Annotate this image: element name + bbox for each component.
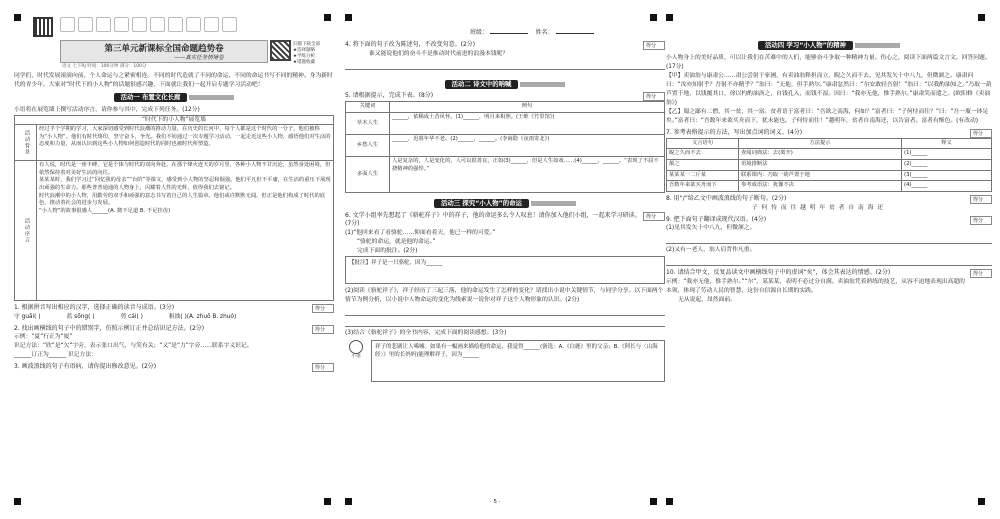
text-b: 【乙】蜀之鄙有二僧，其一贫，其一富。贫者语于富者曰：“吾欲之南海，何如？”富者曰：“子何恃而往？”曰：“吾一瓶一钵足矣。”富者曰：“吾数年来欲买舟而下，犹未能也。子何恃而往！”越明年，贫者自南海还，以告富者。富者有惭色。(有改动) [666,108,989,124]
activity-4-header [666,41,992,51]
answer-line[interactable] [666,235,992,244]
activity-4-label: 活动四 学习“小人物”的精神 [758,41,853,50]
q6-1c: 完成下面的批注。(2分) [357,248,418,255]
answer-line[interactable] [345,307,665,316]
answer-line[interactable] [345,61,665,70]
q5-cell[interactable]: ______，依稀成土昔风怀。(1)______，明月来相照。(王维《竹里馆》) [390,113,665,135]
q7-cell: 睨之久而不去 [667,149,739,160]
bg-label: 活动背景 [15,125,37,161]
name-input[interactable] [556,33,594,34]
column-right [666,38,992,505]
question-4: 得分 4. 将下面的句子改为陈述句，不改变句意。(2分) [345,41,665,50]
q7-cell: 吾数年来欲买舟而下 [667,181,739,192]
score-box[interactable]: 得分 [312,304,334,313]
preface-cell: 有人说，时代是一座丰碑，它是个体与时代的双向奔赴。在那个烽火连天的岁月里，各种小人物不甘沉沦，虽然身处困境，但依然保持着对美好生活的向往。 某某某时，我们学习过“回忆我的母亲”“台阶”等课文，感受到小人物的坚忍和倔强。他们平凡但不平庸，在生活的重压下展现出顽强的生命力。那些普普通通的人物身上，闪耀着人性的光辉，值得我们去铭记。 时代浪潮中的小人物，用勤劳的双手和顽强的意志书写着自己的人生篇章。他们或许默默无闻，但正是他们构成了时代的底色，推动着社会的进步与发展。 “小人物”的故事很感人______(A. 微不足道 B. 不足挂齿) [37,161,334,301]
q7-cell: 查阅词典法：去(离开) [739,149,902,160]
question-10: 得分 10. 请结合甲文，反复品读文中画横线句子中的虚词“矣”，体会其表达的情感。(2分) [666,269,992,278]
registration-mark [14,14,21,21]
answer-line[interactable] [666,257,992,266]
activity-2-header [345,80,665,90]
column-middle [345,38,665,505]
score-box[interactable]: 得分 [643,212,665,221]
exam-subtitle: ——真实任务情境卷 [174,55,224,62]
q7-cell[interactable]: (1)______ [902,149,992,160]
registration-mark [324,14,331,21]
answer-line[interactable] [345,318,665,327]
registration-mark [650,14,657,21]
exhibit-title: “时代下的小人物”展览墙 [14,115,334,124]
q7-cell[interactable]: (3)______ [902,170,992,181]
class-label: 班级： [470,29,489,36]
q5-cell: 多面人生 [346,157,390,193]
q7-cell[interactable]: (2)______ [902,159,992,170]
q7-header: 释义 [902,138,992,149]
q7-cell: 语境推断法 [739,159,902,170]
score-box[interactable]: 得分 [312,325,334,334]
q10-sentence: 无从说起，昂然面前。 [678,296,736,303]
class-input[interactable] [490,33,528,34]
preface-label: 活动序言 [15,161,37,301]
activity-1-label: 活动一 布置文化长廊 [114,93,188,102]
q6-2: (2)阅读《骆驼祥子》，祥子经历了三起三落，他的命运发生了怎样的变化？请找出小说中关键情节，与同学分享。以下面两个情节为例分析，以小说中人物命运的变化为线索说一说你对祥子这个人物形象的认识。(2分) [345,288,664,304]
score-box[interactable]: 得分 [643,41,665,50]
intro-paragraph: 同学们，时代发展滚滚向前，个人命运与之紧密相连。不同的时代造就了不同的命运，不同的命运书写不同的精神。身为新时代的青少年，大家对“时代下的小人物”的话题很感兴趣，下面就让我们一起开启专题学习活动吧！ [14,73,333,88]
score-box[interactable]: 得分 [970,195,992,204]
download-qr-icon[interactable] [270,40,291,61]
q5-cell[interactable]: 人是复杂的，人是变化的，人可以很善良，正如(3)______，但是人生如戏……(4)______，______。“表现了不屈不挠精神的强悍。” [390,157,665,193]
answer-boxes [60,17,237,32]
score-box[interactable]: 得分 [643,92,665,101]
exhibit-table [14,124,334,301]
q6-note-box[interactable]: 【批注】祥子是一只骆驼，因为______ [345,256,665,284]
q10-text: 示例：“我亦无他，惟手熟尔。”“尔”，某某某，表明不必过分自满。卖油翁凭着熟练的技艺，从容不迫地表现出高超的本领，体现了劳动人民的智慧，这份自信源自长期的实践。 [666,278,965,294]
question-8: 得分 8. 用“/”给乙文中画波浪线的句子断句。(2分) [666,195,992,204]
registration-mark [666,14,673,21]
exam-meta: 语文 七下RJ 时间：100分钟 满分：100分 [62,64,147,69]
registration-mark [345,14,352,21]
page-number: · 5 · [490,499,501,505]
score-box[interactable]: 得分 [970,269,992,278]
q5-header-keyword: 关键词 [346,102,390,113]
activity-1-header [14,93,334,103]
question-1: 得分 1. 根据拼音写出相应的汉字，选择正确的读音与成语。(3分) [14,304,334,313]
activity-3-header [345,199,665,209]
q5-cell: 乡愁人生 [346,135,390,157]
question-9: 得分 9. 把下面句子翻译成现代汉语。(4分) [666,216,992,225]
q7-cell: 联系课内：乃取一葫芦置于地 [739,170,902,181]
q8-text[interactable]: 子 何 恃 而 往 越 明 年 贫 者 自 南 海 还 [751,204,885,211]
student-fields [470,29,594,38]
score-box[interactable]: 得分 [312,363,334,372]
registration-mark [978,14,985,21]
question-2: 得分 2. 找出画横线的句子中的错别字，仿照示例订正并总结识记方法。(2分) [14,325,334,334]
q2-method: 识记方法：“欣”是“欠”字旁，表示张口出气，与笑有关；“又”是“力”字旁……联系字义识记。 [14,343,253,350]
q6-3-box[interactable]: 祥子的悲剧让人唏嘘。如果有一幅画来描绘他的命运，我觉得______(备选：A.《白鹿》里的父亲；B.《阿长与〈山海经〉》里的长妈妈)能理解祥子，因为______ [371,340,665,382]
exam-title: 第三单元新课标全国命题趋势卷 [104,44,224,54]
question-3: 得分 3. 画波浪线的句子有语病，请你提出修改意见。(2分) [14,363,334,372]
exam-banner [60,40,268,63]
q6-3-area [345,340,665,382]
boy-figure: 小语 [345,340,367,382]
q7-cell: 某某某一二斤某 [667,170,739,181]
column-left [14,72,334,505]
question-5: 得分 5. 请根据提示，完成下表。(8分) [345,92,665,101]
q7-header: 方法提示 [739,138,902,149]
q9-2: (2)又有一老人，翁人肩背作凡重。 [666,247,756,254]
q7-header: 文言语句 [667,138,739,149]
q7-cell: 参考成语法：犹豫不决 [739,181,902,192]
q5-table [345,101,665,193]
boy-icon [349,340,363,354]
q5-header-example: 例句 [390,102,665,113]
question-6: 得分 6. 文学小组率先想起了《骆驼祥子》中的祥子，他的命运多么令人叹息！请你加入他们小组，一起来学习研读。(7分) [345,212,665,229]
activity-3-label: 活动三 探究“小人物”的命运 [434,199,529,208]
q2-blank[interactable]: ______订正为______ 识记方法： [14,352,97,359]
bg-text: 经过半个学期的学习，大家深切感受到时代浪潮的推动力量，在历史的长河中，每个人都是这个时代的一分子，他们被称为“小人物”。他们有时代烙印，坚守奋斗，争光。我们不妨通过一次专题学习活动，一起走近这些小人物，感悟他们对生活的态度和力量，从而认识到这些小人物如何创造时代的同时也被时代所塑造。 [37,125,334,161]
score-box[interactable]: 得分 [970,216,992,225]
q7-cell: 颔之 [667,159,739,170]
q9-1: (1)见其发矢十中八九，但微颔之。 [666,225,756,232]
text-a: 【甲】卖油翁与康肃公……肃公尝射于家圃，有卖油翁释担而立，睨之久而不去。见其发矢十中八九，但微颔之。康肃问曰：“汝亦知射乎？吾射不亦精乎？”翁曰：“无他，但手熟尔。”康肃忿然曰：“尔安敢轻吾射！”翁曰：“以我酌油知之。”乃取一葫芦置于地，以钱覆其口，徐以杓酌油沥之，自钱孔入，而钱不湿。因曰：“我亦无他，惟手熟尔。”康肃笑而遣之。(欧阳修《卖油翁》) [666,72,992,106]
question-7: 得分 7. 参考表格提示的方法，写出加点词的词义。(4分) [666,129,992,138]
qr-code-icon [33,17,53,37]
side-qr-text: 扫描下载全部 ★选择题略 ★学练分析 ★错题收藏 [293,42,320,66]
q5-cell: 草木人生 [346,113,390,135]
q5-cell[interactable]: ______，迟暮年华不老。(2)______，______。(李商隐《夜雨寄北》) [390,135,665,157]
activity-1-desc: 小语将在展览墙上撰写活动序言，请你参与其中，完成下列任务。(12分) [14,106,200,113]
q7-table [666,138,992,192]
q2-example: 示例：“夏”行正为“厦” [14,334,73,341]
q7-cell[interactable]: (4)______ [902,181,992,192]
q6-3: (3)结合《骆驼祥子》的全书内容，完成下面的阅读感想。(3分) [345,330,507,337]
q6-1: (1)“他回来看了看骆驼……仰面看着天，他已一样的可爱。” [345,230,496,237]
q4-text: 谁又能说他们的奋斗不是推动时代前进的浪漫本钱呢？ [369,50,509,57]
score-box[interactable]: 得分 [970,129,992,138]
q6-1b: “骆驼的命运，就是他的命运。” [357,239,436,246]
c3-intro: 小人物身上的美好品质，可以让我们在苦难中的人们，能够奋斗争取一种精神力量。伤心之，阅读下面两篇文言文，回答问题。(17分) [666,54,991,70]
activity-2-label: 活动二 诗文中的呐喊 [445,80,519,89]
name-label: 姓名： [535,29,554,36]
q1-items: 守 guǎi( ) 蓝 sōng( ) 剪 cái( ) 粗拙( )(A. zhuō B. zhuó) [14,313,237,320]
